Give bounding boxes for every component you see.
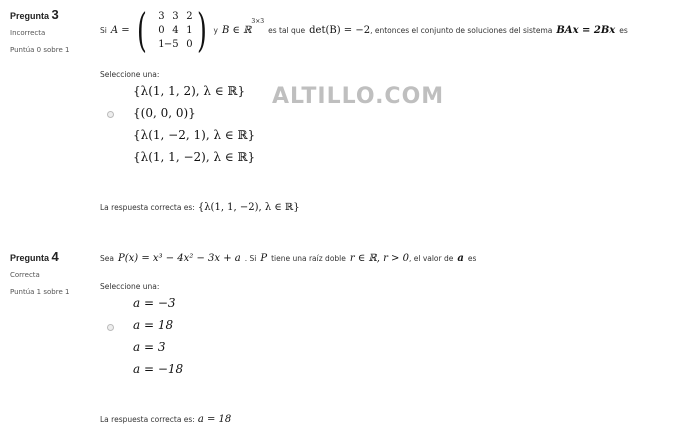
q3-matrix: ( 3 3 2 0 4 1 1 −5 0 ) xyxy=(136,3,207,57)
matrix-cell: 2 xyxy=(186,10,193,22)
q3-info-block xyxy=(10,8,90,54)
q3-selected-radio[interactable] xyxy=(107,111,114,118)
q3-prompt: Seleccione una: xyxy=(100,70,160,79)
q4-text-poly: P(x) = x³ − 4x² − 3x + a xyxy=(117,252,241,264)
q3-text-y: y xyxy=(213,25,218,35)
q3-state: Incorrecta xyxy=(10,29,46,37)
q3-matrix-grid xyxy=(151,9,193,51)
q4-text-mid2: tiene una raíz doble xyxy=(271,253,346,263)
q3-option-1[interactable]: {λ(1, 1, 2), λ ∈ ℝ} xyxy=(133,84,246,98)
q4-title xyxy=(10,250,90,265)
q3-title xyxy=(10,8,90,23)
q4-option-2[interactable]: a = 18 xyxy=(133,318,174,332)
q4-title-number: 4 xyxy=(51,249,59,264)
q3-text-a-eq: A = xyxy=(110,24,130,36)
q4-prompt: Seleccione una: xyxy=(100,282,160,291)
q3-title-label: Pregunta xyxy=(10,11,50,21)
q3-option-2[interactable]: {(0, 0, 0)} xyxy=(133,106,196,120)
q3-text-mid2: , entonces el conjunto de soluciones del sistema xyxy=(370,25,553,35)
matrix-cell: 1 xyxy=(158,38,165,50)
matrix-cell: 3 xyxy=(158,10,165,22)
q4-info-block xyxy=(10,250,90,296)
q4-text-sea: Sea xyxy=(100,253,114,263)
q3-question-text xyxy=(100,3,628,57)
q3-answer-label: La respuesta correcta es: xyxy=(100,203,195,212)
q3-grade: Puntúa 0 sobre 1 xyxy=(10,46,70,54)
q4-text-mid: . Si xyxy=(244,253,257,263)
q4-text-cond: r ∈ ℝ, r > 0 xyxy=(349,252,409,264)
matrix-cell: 0 xyxy=(186,38,193,50)
q4-option-1[interactable]: a = −3 xyxy=(133,296,176,310)
altillo-watermark: ALTILLO.COM xyxy=(272,84,445,109)
q4-answer-label: La respuesta correcta es: xyxy=(100,415,195,424)
q3-option-3[interactable]: {λ(1, −2, 1), λ ∈ ℝ} xyxy=(133,128,256,142)
q4-text-mid3: , el valor de xyxy=(408,253,454,263)
q4-answer-value: a = 18 xyxy=(197,414,232,425)
q3-correct-answer xyxy=(100,202,300,213)
q3-option-4[interactable]: {λ(1, 1, −2), λ ∈ ℝ} xyxy=(133,150,256,164)
q3-text-mid: es tal que xyxy=(268,25,306,35)
q4-text-es: es xyxy=(467,253,477,263)
q3-text-si: Si xyxy=(100,25,107,35)
q3-title-number: 3 xyxy=(51,7,59,22)
q3-superscript: 3×3 xyxy=(251,18,265,25)
q4-correct-answer xyxy=(100,414,231,425)
matrix-cell: 0 xyxy=(158,24,165,36)
matrix-cell: 3 xyxy=(172,10,179,22)
q3-text-es: es xyxy=(619,25,628,35)
q4-text-a: a xyxy=(457,252,464,264)
q4-option-3[interactable]: a = 3 xyxy=(133,340,166,354)
q3-text-system: BAx = 2Bx xyxy=(556,24,616,36)
q4-option-4[interactable]: a = −18 xyxy=(133,362,184,376)
q4-selected-radio[interactable] xyxy=(107,324,114,331)
matrix-cell: −5 xyxy=(163,38,179,50)
q4-question-text xyxy=(100,251,476,265)
q4-text-p: P xyxy=(260,252,268,264)
q3-text-b-in: B ∈ ℝ xyxy=(222,24,252,36)
q3-answer-value: {λ(1, 1, −2), λ ∈ ℝ} xyxy=(197,202,300,213)
q4-title-label: Pregunta xyxy=(10,253,50,263)
q4-grade: Puntúa 1 sobre 1 xyxy=(10,288,70,296)
q3-text-det: det(B) = −2 xyxy=(309,24,371,36)
matrix-cell: 1 xyxy=(186,24,193,36)
q4-state: Correcta xyxy=(10,271,40,279)
matrix-cell: 4 xyxy=(172,24,179,36)
